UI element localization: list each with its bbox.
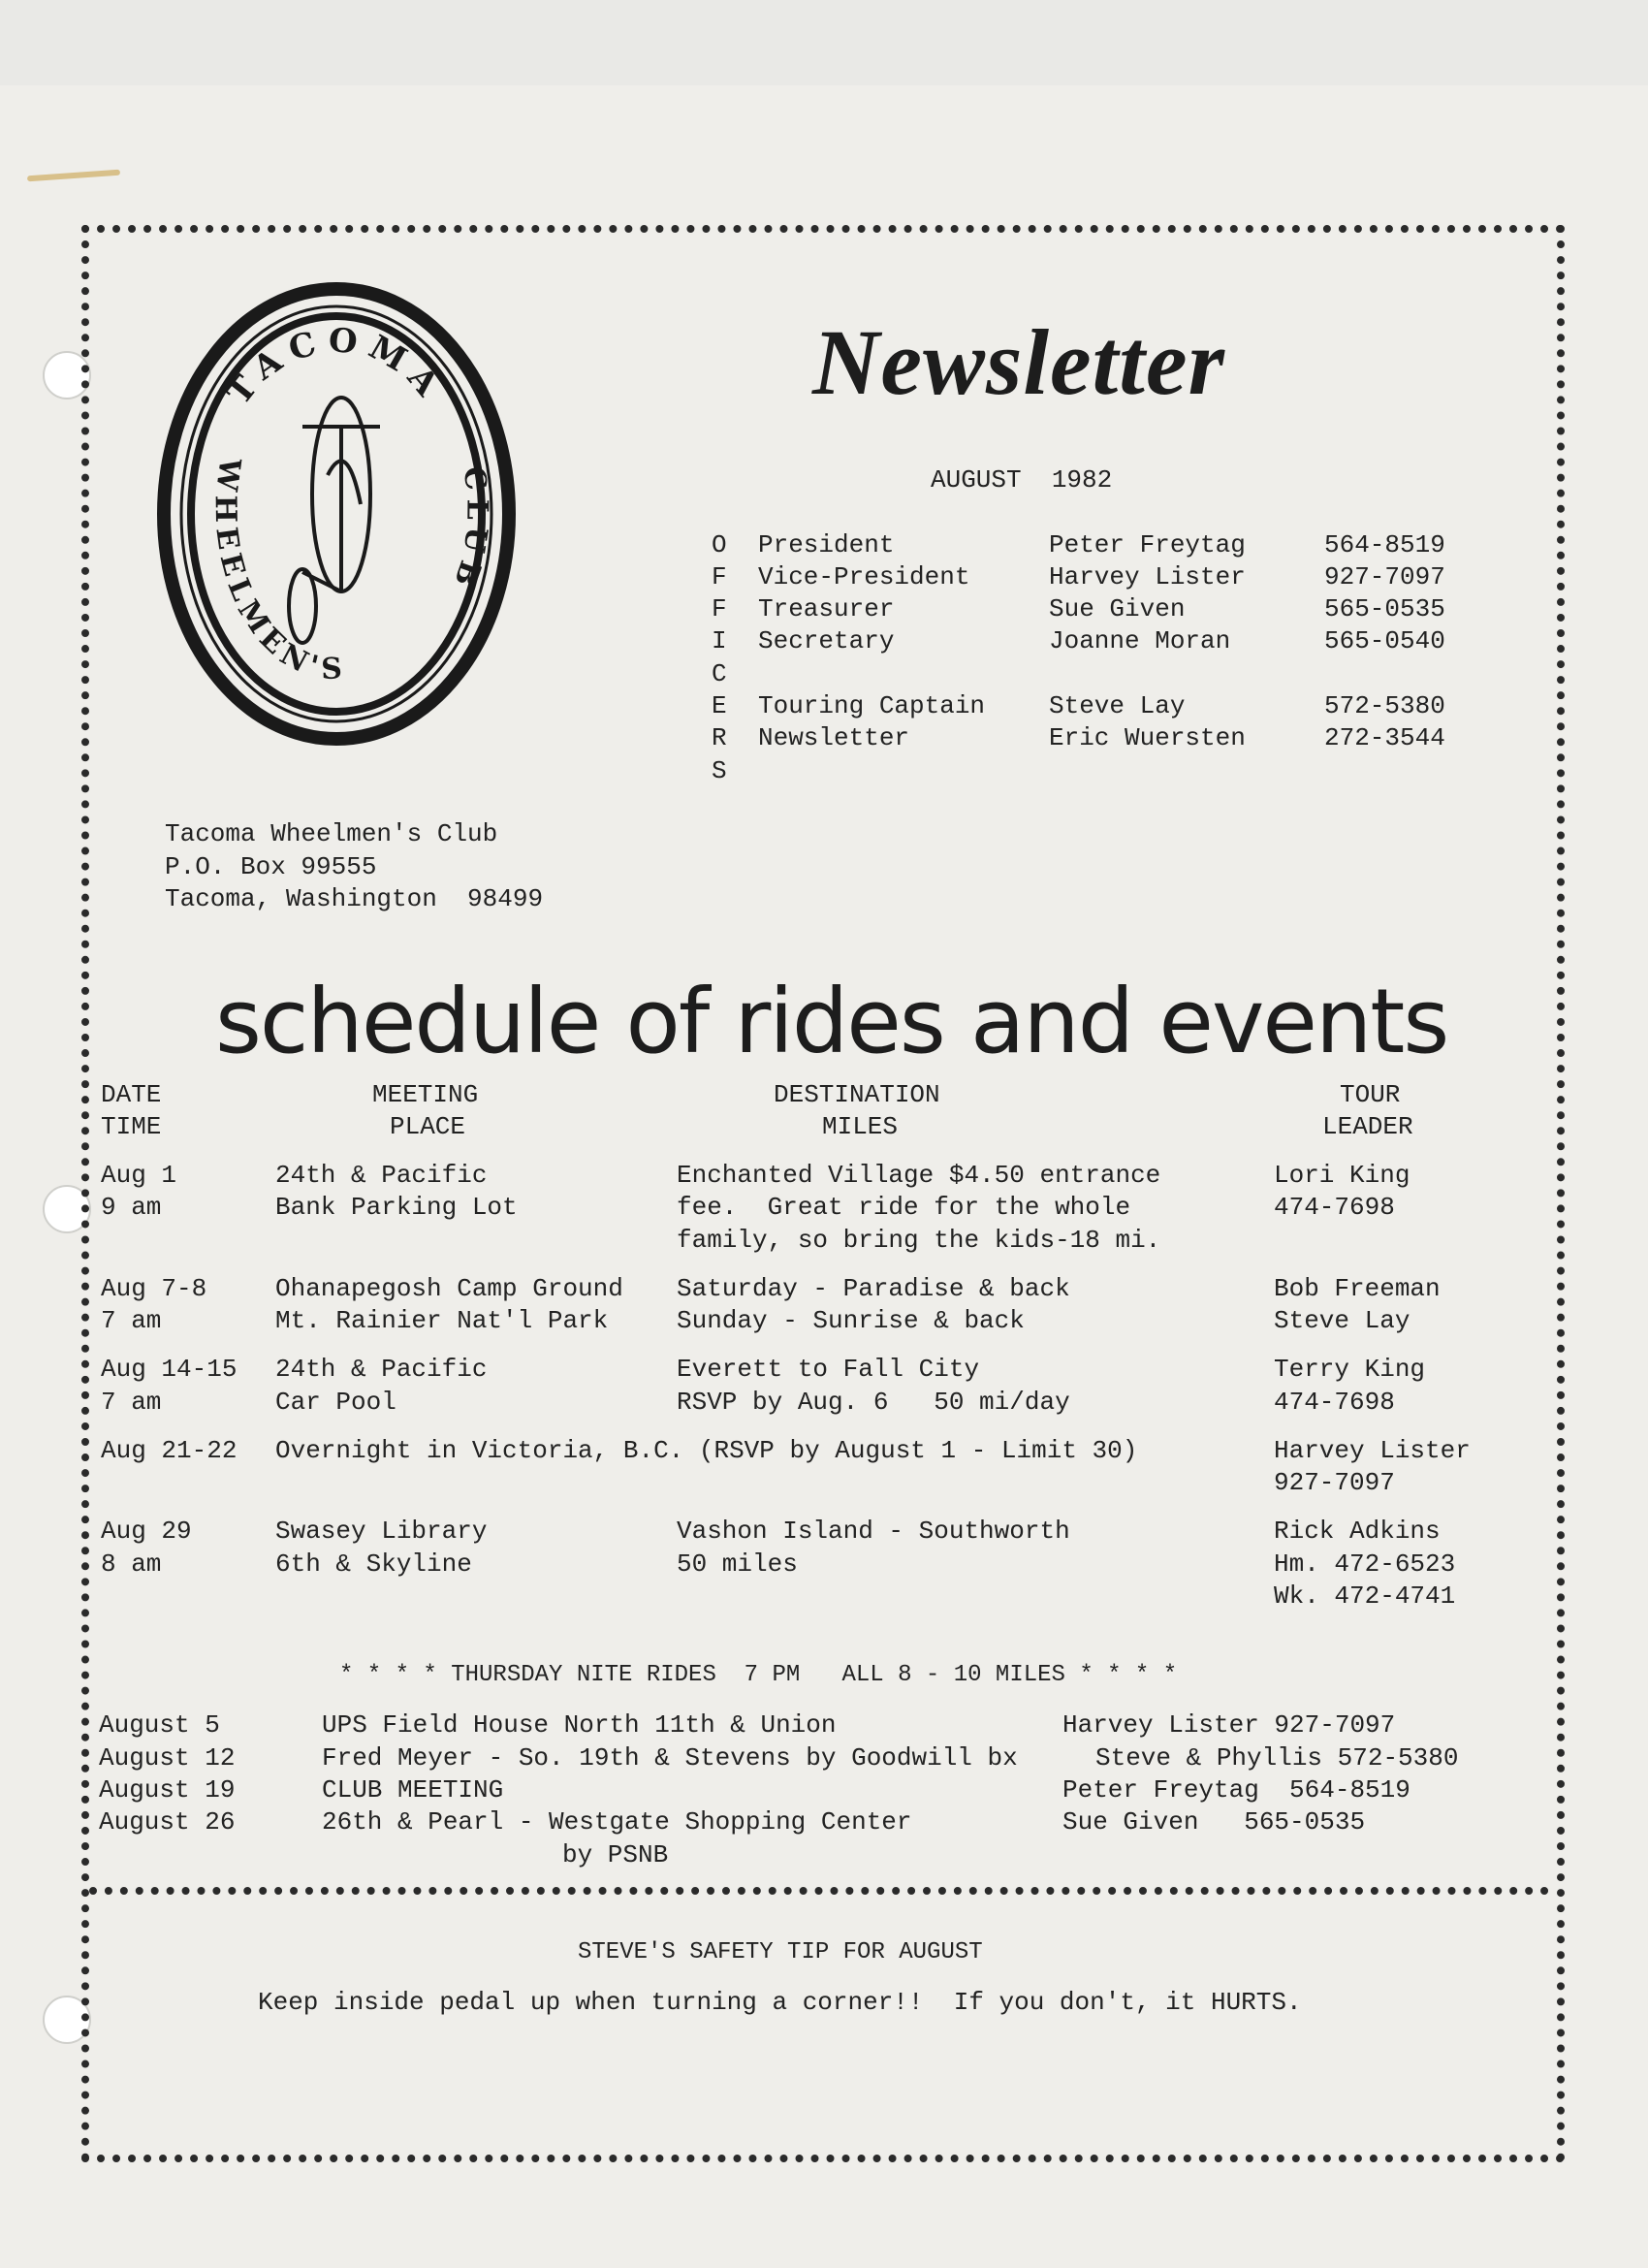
newsletter-title: Newsletter: [812, 310, 1225, 414]
logo-left-text: WHEELMEN'S: [207, 456, 349, 687]
officer-role: Secretary: [758, 626, 895, 655]
officer-phone: 564-8519: [1324, 530, 1445, 559]
officer-role: President: [758, 530, 895, 559]
officer-name: Harvey Lister: [1049, 562, 1246, 591]
logo-top-text: TACOMA: [219, 320, 453, 413]
schedule-title: schedule of rides and events: [215, 970, 1448, 1073]
officer-phone: 927-7097: [1324, 562, 1445, 591]
officer-phone: 572-5380: [1324, 691, 1445, 720]
officer-phone: 565-0535: [1324, 594, 1445, 623]
officer-name: Steve Lay: [1049, 691, 1186, 720]
club-logo: [157, 281, 516, 747]
officer-name: Eric Wuersten: [1049, 723, 1246, 752]
officer-role: Touring Captain: [758, 691, 986, 720]
section-divider: [89, 1887, 1549, 1895]
safety-tip: Keep inside pedal up when turning a corner!! If you don't, it HURTS.: [258, 1988, 1302, 2017]
officer-name: Joanne Moran: [1049, 626, 1231, 655]
logo-right-text: CLUB: [444, 464, 494, 598]
thursday-heading: * * * * THURSDAY NITE RIDES 7 PM ALL 8 - 10 MILES * * * *: [339, 1662, 1178, 1688]
officer-phone: 565-0540: [1324, 626, 1445, 655]
bicycle-icon: [289, 398, 380, 643]
officer-role: Newsletter: [758, 723, 910, 752]
officer-name: Peter Freytag: [1049, 530, 1246, 559]
officer-name: Sue Given: [1049, 594, 1186, 623]
issue-date: AUGUST 1982: [931, 465, 1113, 495]
officer-phone: 272-3544: [1324, 723, 1445, 752]
officer-role: Vice-President: [758, 562, 970, 591]
officer-role: Treasurer: [758, 594, 895, 623]
safety-heading: STEVE'S SAFETY TIP FOR AUGUST: [578, 1939, 983, 1965]
